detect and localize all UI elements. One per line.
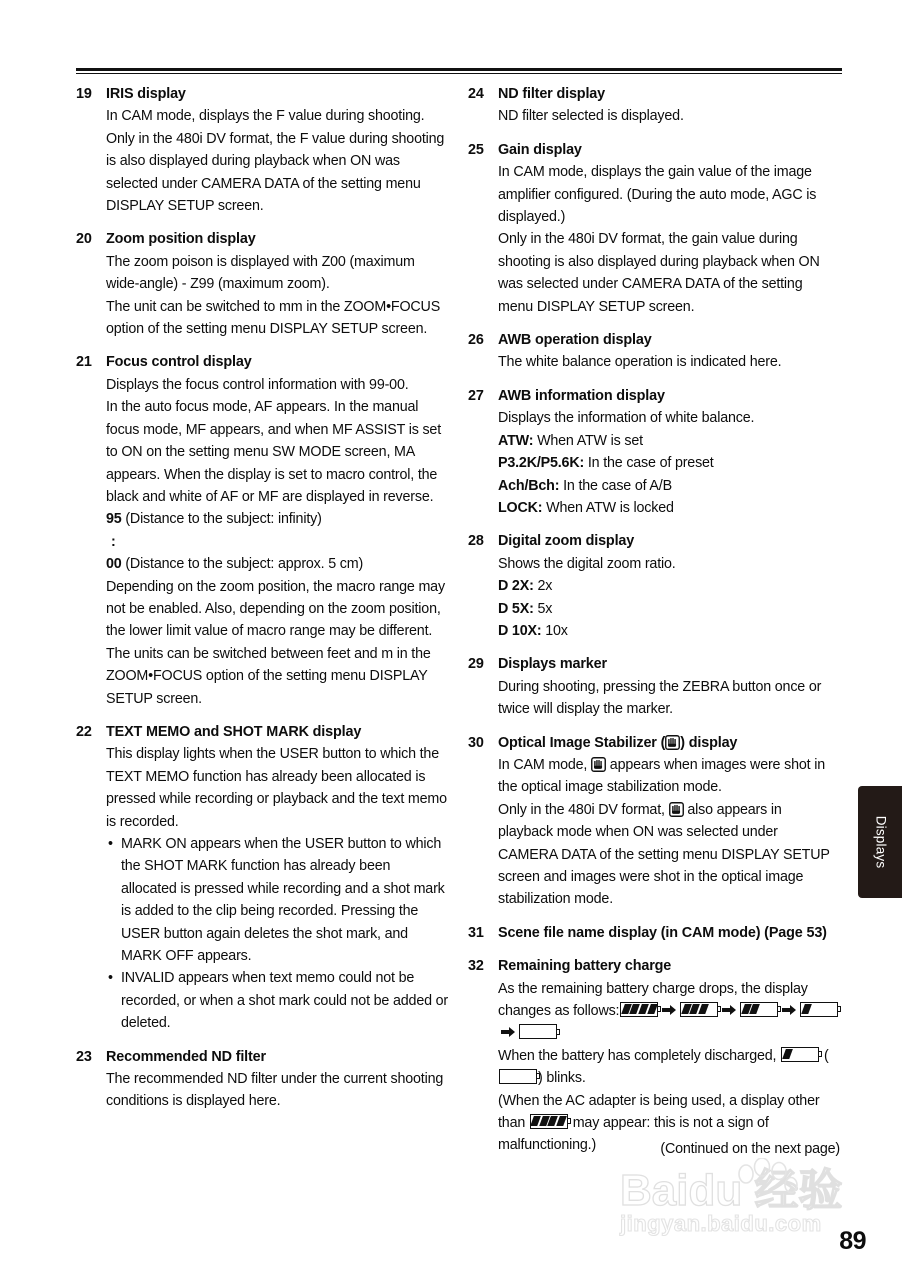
entry-title: Scene file name display (in CAM mode) (Page 53) bbox=[498, 924, 827, 941]
entry-body bbox=[498, 653, 840, 720]
arrow-right-icon bbox=[662, 1001, 676, 1013]
entry-title: IRIS display bbox=[106, 86, 186, 102]
entry-paragraph: This display lights when the USER button to which the TEXT MEMO function has already been allocated is pressed while recording or playback and the text memo is recorded. bbox=[106, 746, 447, 830]
entry-body bbox=[498, 329, 840, 374]
watermark-main-text: Baidu 经验 bbox=[620, 1166, 843, 1215]
entry-number: 27 bbox=[468, 387, 484, 404]
entry-number: 30 bbox=[468, 734, 484, 751]
battery-icon-full bbox=[530, 1114, 568, 1129]
entry-number: 19 bbox=[76, 86, 92, 102]
entry-number: 26 bbox=[468, 332, 484, 349]
entry-body bbox=[106, 721, 448, 1035]
list-item: • MARK ON appears when the USER button to which the SHOT MARK function has already been allocated is pressed while recording and a shot mark is added to the clip being recorded. Pressing the USER button again deletes the shot mark, and MARK OFF appears. bbox=[106, 833, 448, 967]
entry-title: ND filter display bbox=[498, 86, 606, 102]
entry-number: 21 bbox=[76, 354, 92, 371]
battery-icon-empty bbox=[499, 1069, 537, 1084]
definition-row bbox=[498, 452, 840, 474]
entry-body bbox=[498, 955, 840, 1157]
title-suffix: ) display bbox=[680, 734, 738, 751]
definition-row bbox=[498, 620, 840, 642]
image-stabilizer-hand-icon bbox=[591, 757, 606, 772]
entry-paragraph: Shows the digital zoom ratio. bbox=[498, 555, 676, 572]
entry-number: 25 bbox=[468, 141, 484, 158]
entry-31 bbox=[468, 922, 840, 944]
paragraph-prefix: In CAM mode, bbox=[498, 756, 592, 773]
section-thumb-tab bbox=[858, 786, 902, 898]
discharged-suffix: ) blinks. bbox=[538, 1070, 586, 1087]
paragraph-suffix: also appears in playback mode when ON was selected under CAMERA DATA of the setting menu DISPLAY SETUP screen and images were shot in the optical image stabilization mode. bbox=[498, 801, 830, 908]
entry-title: Gain display bbox=[498, 141, 582, 158]
baidu-watermark bbox=[620, 1168, 870, 1258]
entry-paragraph bbox=[498, 754, 840, 799]
entry-30 bbox=[468, 732, 840, 911]
entry-body bbox=[106, 1046, 448, 1113]
watermark-sub-text: jingyan.baidu.com bbox=[620, 1211, 822, 1236]
entry-title bbox=[498, 732, 840, 754]
header-rule-thin bbox=[76, 73, 842, 74]
entry-paragraph: In CAM mode, displays the gain value of the image amplifier configured. (During the auto mode, AGC is displayed.) bbox=[498, 164, 817, 226]
battery-icon-one-bar bbox=[800, 1002, 838, 1017]
entry-paragraph: Only in the 480i DV format, the gain value during shooting is also displayed during playback when ON was selected under CAMERA DATA of the setting menu DISPLAY SETUP screen. bbox=[498, 231, 820, 315]
entry-paragraph: During shooting, pressing the ZEBRA button once or twice will display the marker. bbox=[498, 678, 822, 718]
entry-body bbox=[106, 228, 448, 340]
entry-number: 29 bbox=[468, 656, 484, 673]
entry-body bbox=[106, 83, 448, 217]
entry-title: AWB information display bbox=[498, 387, 665, 404]
entry-number: 28 bbox=[468, 533, 484, 550]
image-stabilizer-hand-icon bbox=[669, 802, 684, 817]
entry-body bbox=[106, 351, 448, 710]
arrow-right-icon bbox=[722, 1001, 736, 1013]
entry-title: Zoom position display bbox=[106, 231, 256, 248]
definition-desc: In the case of preset bbox=[584, 455, 714, 472]
list-item: • INVALID appears when text memo could not be recorded, or when a shot mark could not be added or deleted. bbox=[106, 967, 448, 1034]
definition-desc: 10x bbox=[541, 622, 568, 639]
ac-suffix: may appear: this is not a sign of malfunctioning.) bbox=[498, 1115, 769, 1154]
image-stabilizer-hand-icon bbox=[665, 735, 680, 750]
entry-title: AWB operation display bbox=[498, 332, 652, 349]
distance-infinity-value: 95 bbox=[106, 511, 122, 528]
battery-icon-one-bar bbox=[781, 1047, 819, 1062]
entry-paragraph bbox=[498, 799, 840, 911]
paragraph-prefix: Only in the 480i DV format, bbox=[498, 801, 669, 818]
entry-title: Displays marker bbox=[498, 656, 607, 673]
entry-title: TEXT MEMO and SHOT MARK display bbox=[106, 723, 362, 740]
entry-body bbox=[498, 922, 840, 944]
entry-25 bbox=[468, 139, 840, 318]
entry-22 bbox=[76, 721, 448, 1035]
arrow-right-icon bbox=[782, 1001, 796, 1013]
definition-term: D 10X: bbox=[498, 622, 542, 639]
definition-row bbox=[498, 497, 840, 519]
entry-paragraph: In the auto focus mode, AF appears. In the manual focus mode, MF appears, and when MF ASSIST is set to ON on the setting menu SW MODE screen, MA appears. When the display is set to macro control, the black and white of AF or MF are displayed in reverse. bbox=[106, 399, 441, 505]
continued-note: (Continued on the next page) bbox=[660, 1141, 840, 1157]
definition-term: LOCK: bbox=[498, 499, 543, 516]
entry-number: 22 bbox=[76, 723, 92, 740]
entry-paragraph: Depending on the zoom position, the macro range may not be enabled. Also, depending on the zoom position, the lower limit value of macro range may be different. bbox=[106, 578, 445, 640]
distance-infinity-line bbox=[106, 508, 448, 530]
entry-paragraph: Displays the information of white balance. bbox=[498, 410, 755, 427]
definition-term: P3.2K/P5.6K: bbox=[498, 455, 585, 472]
entry-21 bbox=[76, 351, 448, 710]
entry-paragraph: The recommended ND filter under the current shooting conditions is displayed here. bbox=[106, 1071, 444, 1110]
entry-title: Recommended ND filter bbox=[106, 1048, 266, 1065]
battery-intro-text: As the remaining battery charge drops, the display changes as follows: bbox=[498, 980, 808, 1020]
entry-29 bbox=[468, 653, 840, 720]
battery-icon-empty bbox=[519, 1024, 557, 1039]
entry-paragraph: In CAM mode, displays the F value during shooting. bbox=[106, 108, 425, 125]
entry-32 bbox=[468, 955, 840, 1157]
entry-number: 20 bbox=[76, 231, 92, 248]
distance-macro-value: 00 bbox=[106, 556, 122, 573]
entry-24 bbox=[468, 83, 840, 128]
distance-macro-line bbox=[106, 553, 448, 575]
paragraph-suffix: appears when images were shot in the optical image stabilization mode. bbox=[498, 756, 825, 796]
definition-term: ATW: bbox=[498, 432, 534, 449]
definition-row bbox=[498, 575, 840, 597]
entry-23 bbox=[76, 1046, 448, 1113]
entry-body bbox=[498, 530, 840, 642]
discharged-mid: ( bbox=[820, 1047, 829, 1064]
distance-macro-desc: (Distance to the subject: approx. 5 cm) bbox=[121, 556, 364, 573]
entry-19 bbox=[76, 83, 448, 217]
entry-body bbox=[498, 385, 840, 519]
battery-icon-two-bar bbox=[740, 1002, 778, 1017]
definition-term: D 5X: bbox=[498, 600, 534, 617]
entry-paragraph: ND filter selected is displayed. bbox=[498, 108, 684, 125]
entry-title: Remaining battery charge bbox=[498, 958, 672, 975]
definition-row bbox=[498, 475, 840, 497]
arrow-right-icon bbox=[501, 1023, 515, 1035]
battery-discharged-paragraph bbox=[498, 1045, 840, 1090]
page-number: 89 bbox=[839, 1227, 866, 1255]
discharged-prefix: When the battery has completely discharged, bbox=[498, 1047, 781, 1064]
bullet-list bbox=[106, 833, 448, 1035]
entry-paragraph: The unit can be switched to mm in the ZOOM•FOCUS option of the setting menu DISPLAY SETUP screen. bbox=[106, 298, 441, 338]
battery-icon-three-bar bbox=[680, 1002, 718, 1017]
distance-infinity-desc: (Distance to the subject: infinity) bbox=[121, 511, 322, 528]
entry-paragraph: Displays the focus control information with 99-00. bbox=[106, 376, 409, 393]
definition-desc: When ATW is locked bbox=[542, 499, 674, 516]
entry-paragraph: The zoom poison is displayed with Z00 (maximum wide-angle) - Z99 (maximum zoom). bbox=[106, 253, 415, 293]
entry-number: 32 bbox=[468, 958, 484, 975]
entry-number: 31 bbox=[468, 924, 484, 941]
ac-prefix: (When the AC adapter is being used, a display other than bbox=[498, 1092, 820, 1132]
entry-body bbox=[498, 83, 840, 128]
entry-28 bbox=[468, 530, 840, 642]
right-column bbox=[468, 83, 840, 1168]
definition-desc: When ATW is set bbox=[533, 432, 643, 449]
entry-title: Focus control display bbox=[106, 354, 252, 371]
title-prefix: Optical Image Stabilizer ( bbox=[498, 734, 666, 751]
definition-term: Ach/Bch: bbox=[498, 477, 560, 494]
battery-icon-full bbox=[620, 1002, 658, 1017]
header-rule-thick bbox=[76, 68, 842, 71]
battery-sequence-paragraph bbox=[498, 978, 840, 1045]
entry-body bbox=[498, 139, 840, 318]
entry-paragraph: The units can be switched between feet and m in the ZOOM•FOCUS option of the setting menu DISPLAY SETUP screen. bbox=[106, 645, 431, 707]
entry-27 bbox=[468, 385, 840, 519]
entry-paragraph: The white balance operation is indicated here. bbox=[498, 354, 782, 371]
definition-row bbox=[498, 430, 840, 452]
section-thumb-tab-label: Displays bbox=[873, 815, 889, 869]
definition-desc: 5x bbox=[533, 600, 553, 617]
definition-term: D 2X: bbox=[498, 578, 534, 595]
definition-desc: In the case of A/B bbox=[559, 477, 672, 494]
entry-number: 23 bbox=[76, 1048, 92, 1065]
entry-title: Digital zoom display bbox=[498, 533, 635, 550]
entry-paragraph: Only in the 480i DV format, the F value during shooting is also displayed during playback when ON was selected under CAMERA DATA of the setting menu DISPLAY SETUP screen. bbox=[106, 130, 445, 215]
entry-number: 24 bbox=[468, 86, 484, 102]
left-column bbox=[76, 83, 448, 1124]
range-colon: : bbox=[111, 533, 116, 550]
definition-desc: 2x bbox=[533, 578, 553, 595]
entry-20 bbox=[76, 228, 448, 340]
entry-body bbox=[498, 732, 840, 911]
definition-row bbox=[498, 598, 840, 620]
entry-26 bbox=[468, 329, 840, 374]
